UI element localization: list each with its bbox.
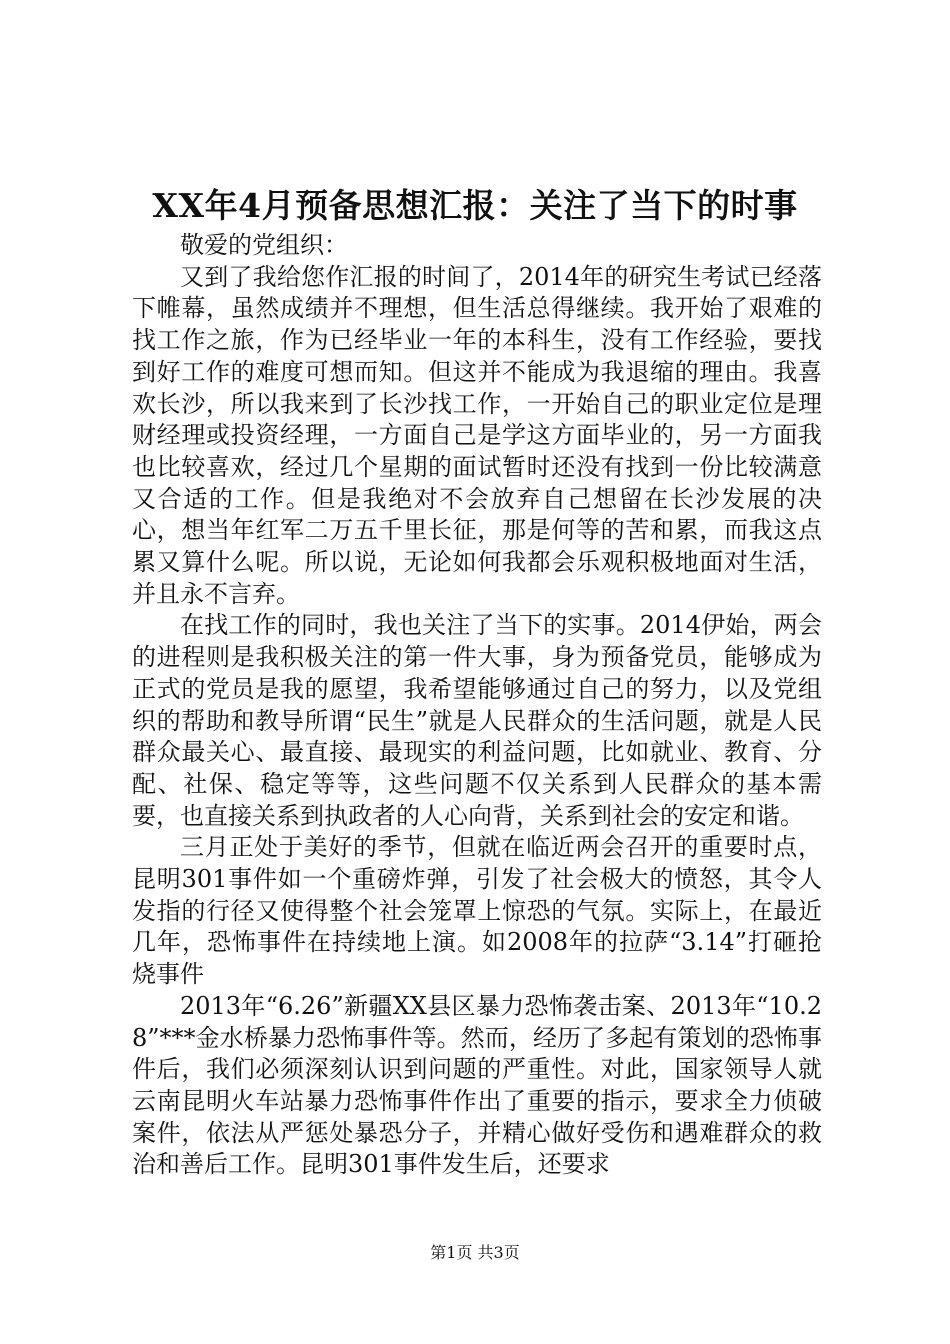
paragraph-1: 又到了我给您作汇报的时间了，2014年的研究生考试已经落下帷幕，虽然成绩并不理想，但生活总得继续。我开始了艰难的找工作之旅，作为已经毕业一年的本科生，没有工作经验，要找到好工作的难度可想而知。但这并不能成为我退缩的理由。我喜欢长沙，所以我来到了长沙找工作，一开始自己的职业定位是理财经理或投资经理，一方面自己是学这方面毕业的，另一方面我也比较喜欢，经过几个星期的面试暂时还没有找到一份比较满意又合适的工作。但是我绝对不会放弃自己想留在长沙发展的决心，想当年红军二万五千里长征，那是何等的苦和累，而我这点累又算什么呢。所以说，无论如何我都会乐观积极地面对生活，并且永不言弃。 (132, 262, 822, 608)
document-title: XX年4月预备思想汇报：关注了当下的时事 (152, 186, 798, 225)
paragraph-4: 2013年“6.26”新疆XX县区暴力恐怖袭击案、2013年“10.28”***金水桥暴力恐怖事件等。然而，经历了多起有策划的恐怖事件后，我们必须深刻认识到问题的严重性。对此，国家领导人就云南昆明火车站暴力恐怖事件作出了重要的指示，要求全力侦破案件，依法从严惩处暴恐分子，并精心做好受伤和遇难群众的救治和善后工作。昆明301事件发生后，还要求 (132, 991, 822, 1179)
document-body (132, 230, 822, 1181)
paragraph-2: 在找工作的同时，我也关注了当下的实事。2014伊始，两会的进程则是我积极关注的第一件大事，身为预备党员，能够成为正式的党员是我的愿望，我希望能够通过自己的努力，以及党组织的帮助和教导所谓“民生”就是人民群众的生活问题，就是人民群众最关心、最直接、最现实的利益问题，比如就业、教育、分配、社保、稳定等等，这些问题不仅关系到人民群众的基本需要，也直接关系到执政者的人心向背，关系到社会的安定和谐。 (132, 611, 822, 830)
salutation: 敬爱的党组织： (180, 231, 348, 259)
paragraph-3: 三月正处于美好的季节，但就在临近两会召开的重要时点，昆明301事件如一个重磅炸弹，引发了社会极大的愤怒，其令人发指的行径又使得整个社会笼罩上惊恐的气氛。实际上，在最近几年，恐怖事件在持续地上演。如2008年的拉萨“3.14”打砸抢烧事件 (132, 833, 822, 989)
page-indicator: 第1页 共3页 (430, 1243, 520, 1262)
